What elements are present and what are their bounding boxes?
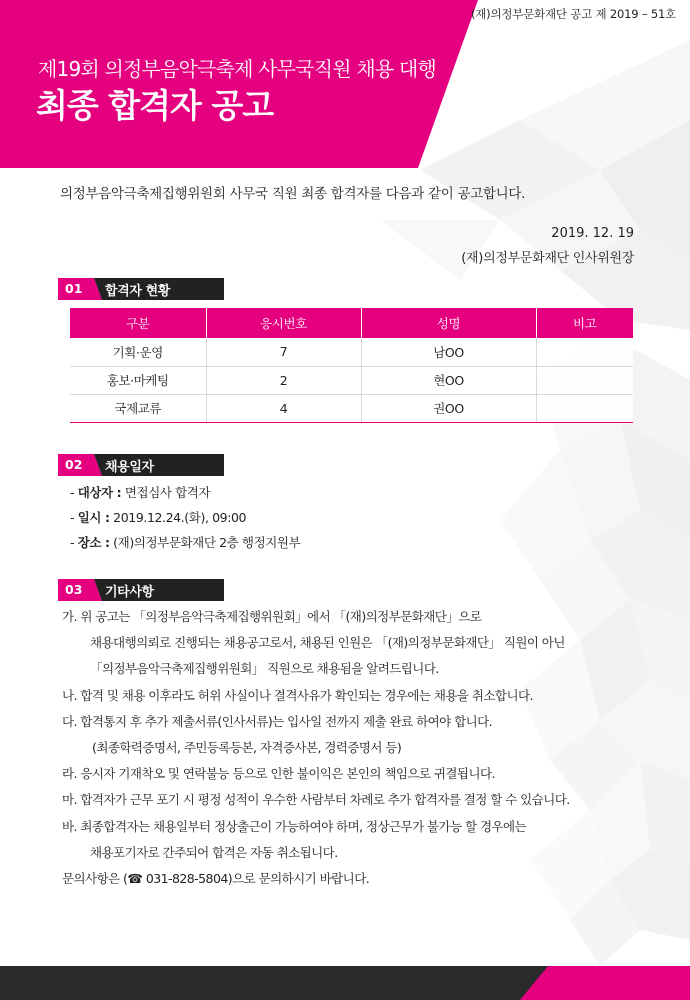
- schedule-value: (재)의정부문화재단 2층 행정지원부: [109, 535, 301, 550]
- note-line: 마. 합격자가 근무 포기 시 평정 성적이 우수한 사람부터 차례로 추가 합격자를 결정 할 수 있습니다.: [62, 792, 570, 808]
- cell-applicant-number: 2: [206, 366, 361, 394]
- table-header-row: [70, 308, 633, 338]
- section-number: 02: [65, 457, 83, 472]
- section-label: 채용일자: [105, 460, 154, 475]
- note-line: 나. 합격 및 채용 이후라도 허위 사실이나 결격사유가 확인되는 경우에는 채용을 취소합니다.: [62, 687, 533, 703]
- column-header-applicant-number: 응시번호: [206, 308, 361, 338]
- section-label: 기타사항: [105, 585, 154, 600]
- schedule-prefix: -: [70, 535, 78, 550]
- header-subtitle: 제19회 의정부음악극축제 사무국직원 채용 대행: [38, 57, 436, 81]
- note-line: 「의정부음악극축제집행위원회」 직원으로 채용됨을 알려드립니다.: [90, 661, 439, 677]
- schedule-item-datetime: [70, 510, 300, 535]
- schedule-prefix: -: [70, 510, 78, 525]
- section-head-03: [58, 579, 224, 601]
- section-number: 01: [65, 281, 83, 296]
- schedule-label: 일시 :: [77, 510, 110, 525]
- cell-name: 현OO: [361, 366, 536, 394]
- schedule-label: 장소 :: [77, 535, 110, 550]
- document-number: (재)의정부문화재단 공고 제 2019 – 51호: [470, 7, 676, 21]
- section-head-01: [58, 278, 224, 300]
- table-row: [70, 338, 633, 366]
- notes-list: [62, 609, 570, 897]
- schedule-prefix: -: [70, 485, 78, 500]
- table-row: [70, 394, 633, 422]
- intro-text: 의정부음악극축제집행위원회 사무국 직원 최종 합격자를 다음과 같이 공고합니다.: [60, 186, 526, 202]
- note-line: 가. 위 공고는 「의정부음악극축제집행위원회」에서 「(재)의정부문화재단」으로: [62, 609, 482, 624]
- page-title: 최종 합격자 공고: [36, 86, 274, 125]
- schedule-value: 2019.12.24.(화), 09:00: [109, 510, 247, 525]
- cell-applicant-number: 7: [206, 338, 361, 366]
- note-line: 다. 합격통지 후 추가 제출서류(인사서류)는 입사일 전까지 제출 완료 하여야 합니다.: [62, 713, 493, 729]
- schedule-list: [70, 485, 300, 560]
- announcement-date: 2019. 12. 19: [551, 226, 634, 241]
- cell-name: 권OO: [361, 394, 536, 422]
- cell-category: 기획·운영: [70, 338, 206, 366]
- note-line: (최종학력증명서, 주민등록등본, 자격증사본, 경력증명서 등): [92, 739, 402, 755]
- cell-name: 남OO: [361, 338, 536, 366]
- footer-band: [0, 966, 690, 1000]
- schedule-value: 면접심사 합격자: [121, 485, 211, 500]
- result-table: [70, 308, 633, 423]
- schedule-item-target: [70, 485, 300, 510]
- table-row: [70, 366, 633, 394]
- contact-line: 문의사항은 (☎ 031-828-5804)으로 문의하시기 바랍니다.: [62, 870, 370, 886]
- cell-applicant-number: 4: [206, 394, 361, 422]
- note-line: 채용대행의뢰로 진행되는 채용공고로서, 채용된 인원은 「(재)의정부문화재단」 직원이 아닌: [90, 635, 565, 651]
- cell-remarks: [536, 394, 633, 422]
- cell-category: 국제교류: [70, 394, 206, 422]
- column-header-category: 구분: [70, 308, 206, 338]
- cell-remarks: [536, 338, 633, 366]
- section-label: 합격자 현황: [105, 284, 170, 299]
- note-line: 라. 응시자 기재착오 및 연락불능 등으로 인한 불이익은 본인의 책임으로 귀결됩니다.: [62, 766, 495, 782]
- section-head-02: [58, 454, 224, 476]
- column-header-name: 성명: [361, 308, 536, 338]
- cell-category: 홍보·마케팅: [70, 366, 206, 394]
- schedule-label: 대상자 :: [77, 485, 122, 500]
- note-line: 바. 최종합격자는 채용일부터 정상출근이 가능하여야 하며, 정상근무가 불가능 할 경우에는: [62, 818, 527, 834]
- cell-remarks: [536, 366, 633, 394]
- schedule-item-place: [70, 535, 300, 560]
- column-header-remarks: 비고: [536, 308, 633, 338]
- section-number: 03: [65, 582, 83, 597]
- note-line: 채용포기자로 간주되어 합격은 자동 취소됩니다.: [90, 844, 338, 860]
- signer: (재)의정부문화재단 인사위원장: [461, 251, 634, 266]
